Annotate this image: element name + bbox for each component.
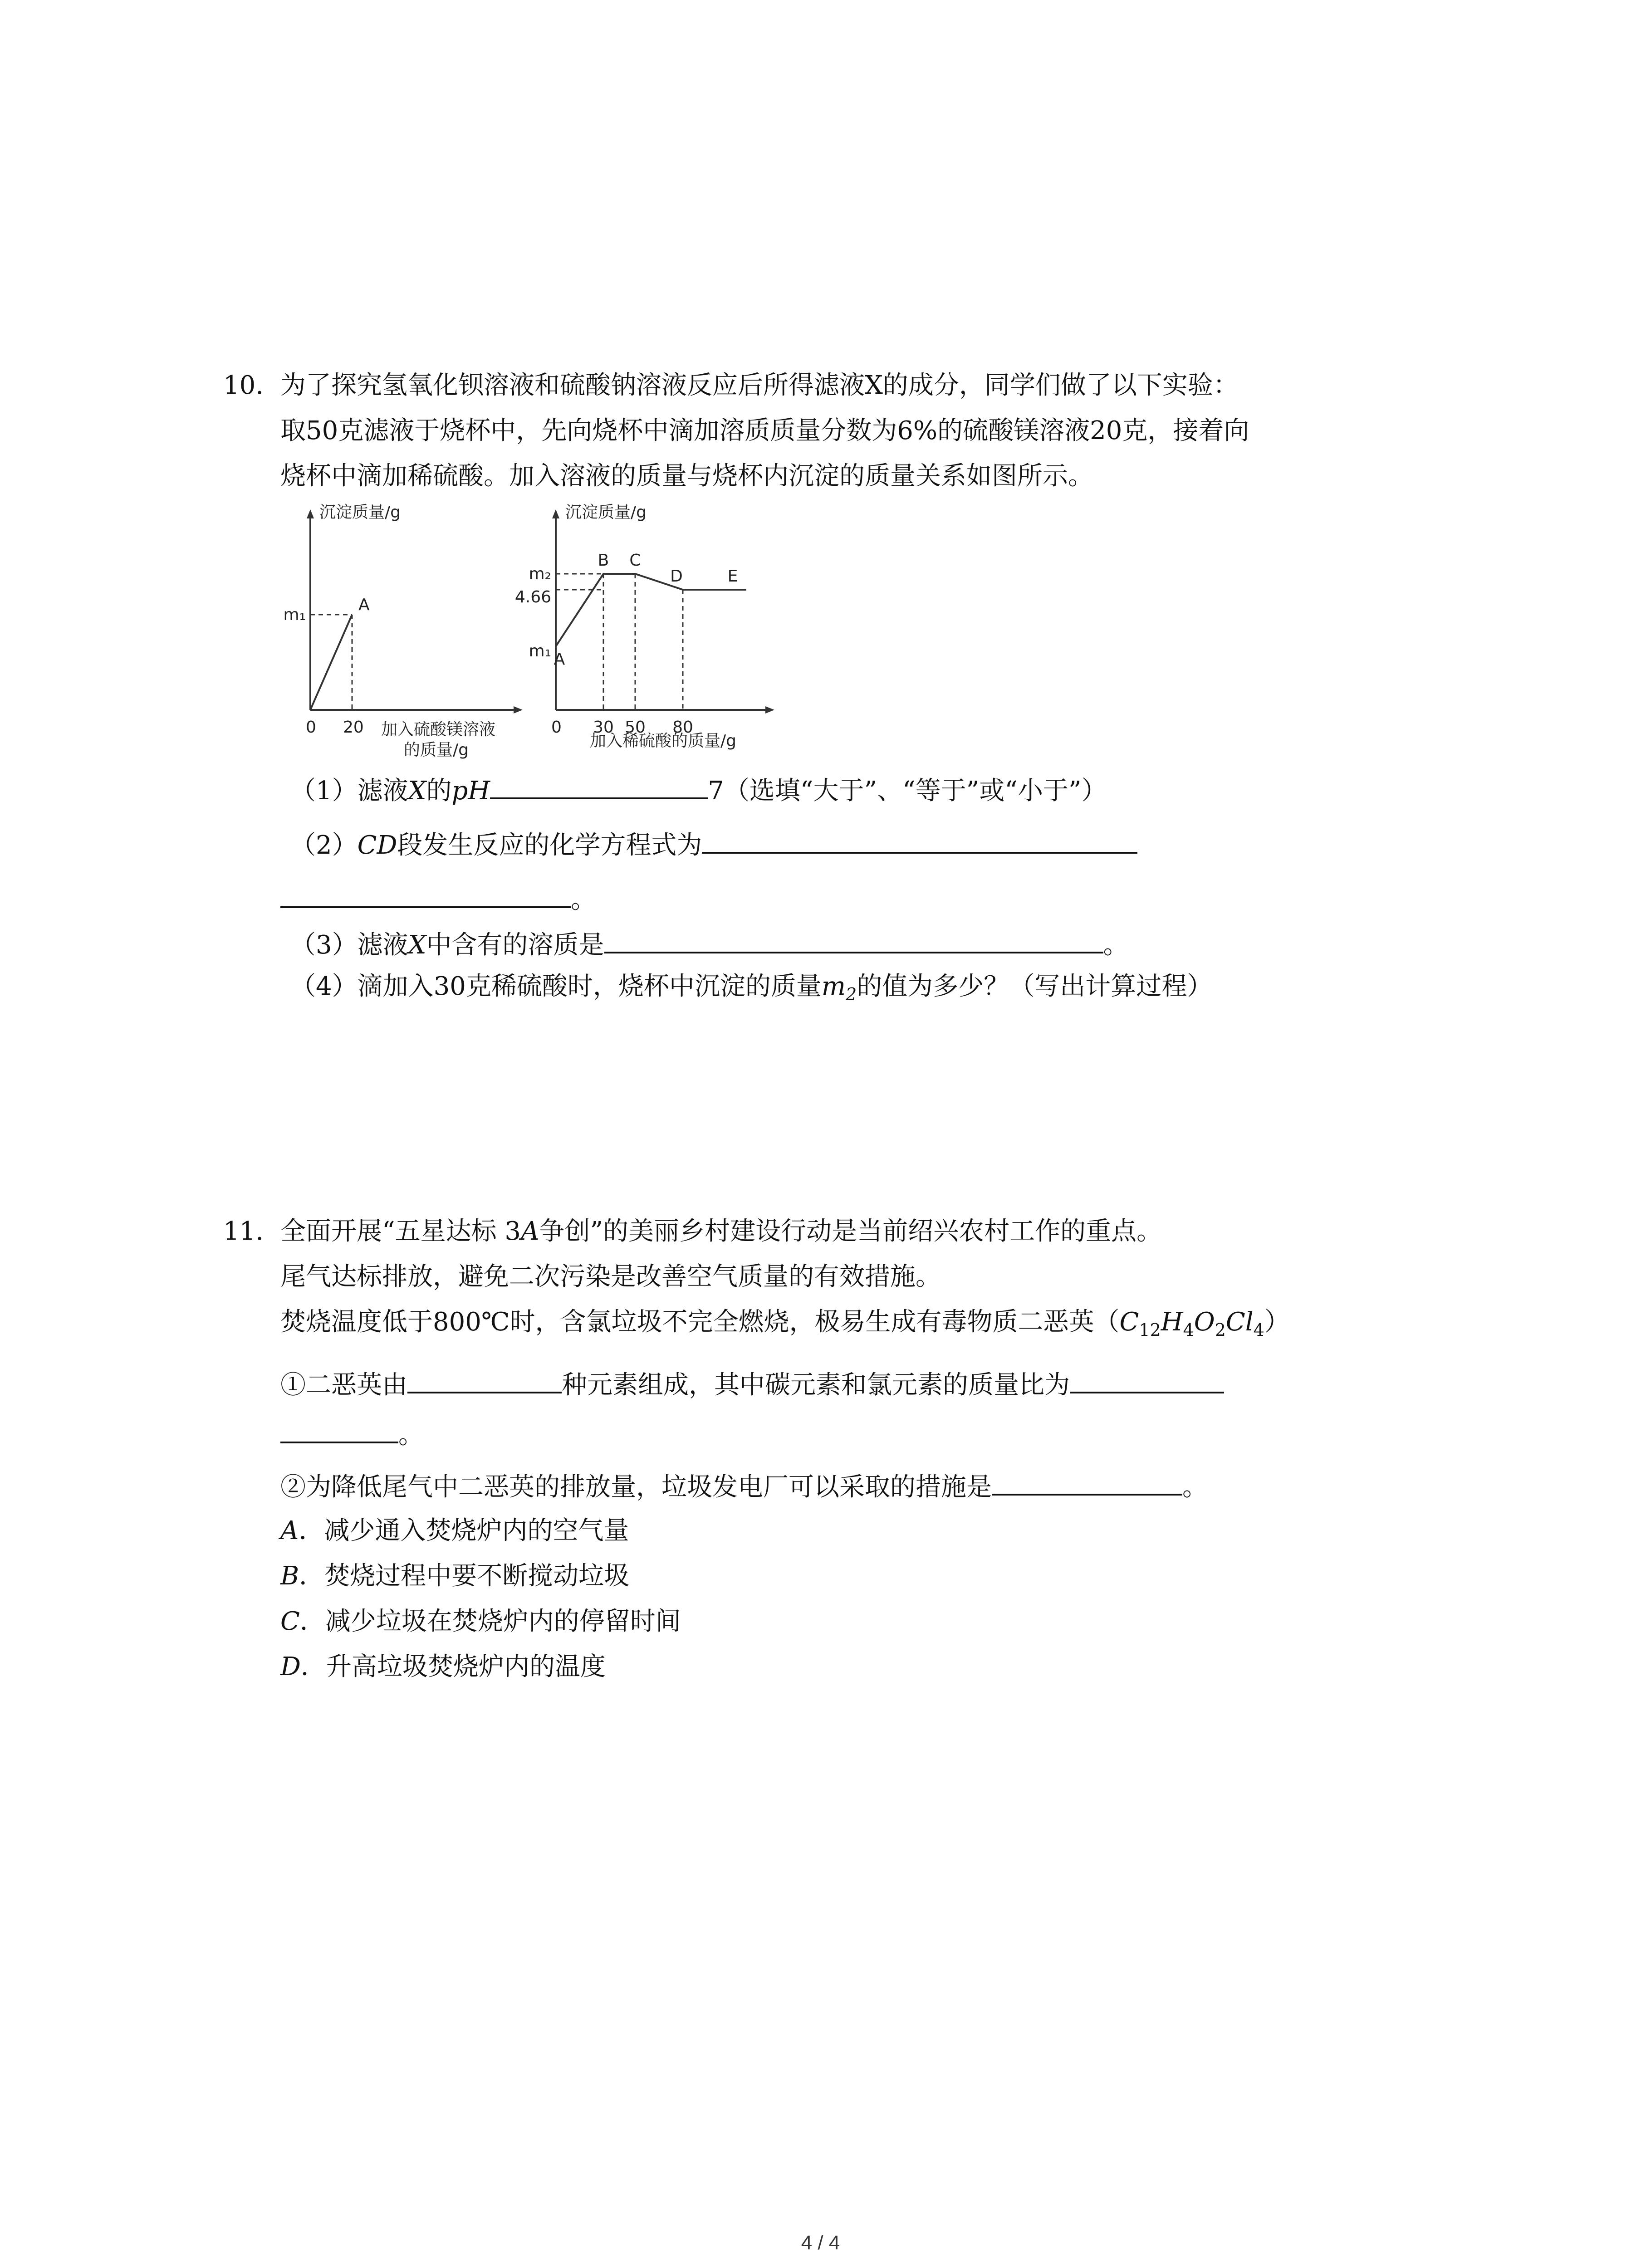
q11-sub-2 xyxy=(280,1467,1208,1503)
chart-1-xlabel-line-1: 加入硫酸镁溶液 xyxy=(381,720,496,739)
chart-1 xyxy=(284,503,523,759)
q11-answer-blank-2a[interactable] xyxy=(1070,1365,1224,1393)
q10-sub-3-end: 。 xyxy=(1103,930,1129,960)
chart-2-ytick-0: m₁ xyxy=(529,642,551,660)
q10-sub-1-mid: 的 xyxy=(426,776,452,806)
q11-answer-blank-3[interactable] xyxy=(992,1467,1182,1496)
chart-2-point-label-d: D xyxy=(670,567,683,586)
chart-1-point-label-a: A xyxy=(358,596,370,614)
q11-option-b-letter: B xyxy=(280,1561,299,1591)
q11-answer-blank-2b[interactable] xyxy=(280,1415,398,1443)
chart-2-y-tick-labels xyxy=(515,565,551,660)
q11-line-3-text: 焚烧温度低于800℃时，含氯垃圾不完全燃烧，极易生成有毒物质二恶英（ xyxy=(280,1307,1120,1337)
q11-option-d xyxy=(280,1651,606,1683)
chart-2-xlabel: 加入稀硫酸的质量/g xyxy=(590,732,736,750)
q10-sub-3 xyxy=(290,925,1129,961)
q11-sub-1-pre: ①二恶英由 xyxy=(280,1370,407,1400)
question-10-number: 10. xyxy=(223,371,264,400)
q10-sub-4-subscript: 2 xyxy=(846,984,857,1005)
q10-sub-4 xyxy=(290,971,1212,1010)
q11-line-1-pre: 全面开展“五星达标 3 xyxy=(280,1217,521,1246)
q11-sub-2-end: 。 xyxy=(1182,1472,1208,1502)
q11-option-d-letter: D xyxy=(280,1652,301,1681)
q10-sub-3-var: X xyxy=(408,930,426,960)
q10-intro-line-3: 烧杯中滴加稀硫酸。加入溶液的质量与烧杯内沉淀的质量关系如图所示。 xyxy=(280,461,1093,491)
q11-option-c xyxy=(280,1606,681,1637)
chart-1-x-arrow xyxy=(514,706,523,714)
q11-line-1-var: A xyxy=(521,1217,539,1246)
chart-2-ytick-2: m₂ xyxy=(529,565,551,583)
chart-2-xtick-50: 50 xyxy=(625,718,646,737)
formula-h-sub: 4 xyxy=(1183,1320,1194,1340)
q10-sub-1-var: X xyxy=(408,776,426,806)
chart-1-data-line xyxy=(310,615,352,710)
formula-cl: Cl xyxy=(1225,1307,1254,1337)
question-11-number: 11. xyxy=(223,1217,264,1246)
q10-sub-3-post: 中含有的溶质是 xyxy=(426,930,604,960)
q10-sub-1 xyxy=(290,771,1107,807)
q10-intro-line-2: 取50克滤液于烧杯中，先向烧杯中滴加溶质质量分数为6%的硫酸镁溶液20克，接着向 xyxy=(280,416,1249,445)
chart-2-x-arrow xyxy=(765,706,774,714)
q11-line-3 xyxy=(280,1306,1290,1346)
q10-sub-1-pre: （1）滤液 xyxy=(290,776,408,806)
q11-answer-blank-1[interactable] xyxy=(407,1365,562,1393)
q10-charts xyxy=(272,501,794,769)
q10-sub-2-post: 段发生反应的化学方程式为 xyxy=(397,831,702,860)
q11-line-1-post: 争创”的美丽乡村建设行动是当前绍兴农村工作的重点。 xyxy=(539,1217,1162,1246)
q10-sub-2-var: CD xyxy=(357,831,397,860)
chart-1-ytick-m1: m₁ xyxy=(283,606,306,624)
chart-1-xtick-20: 20 xyxy=(343,718,364,737)
chart-2-point-label-c: C xyxy=(629,551,641,570)
q10-answer-blank-3[interactable] xyxy=(604,925,1103,953)
chart-2-ylabel: 沉淀质量/g xyxy=(565,503,647,522)
q10-intro-line-1: 为了探究氢氧化钡溶液和硫酸钠溶液反应后所得滤液X的成分，同学们做了以下实验： xyxy=(280,371,1239,400)
chart-2-dashed-guides xyxy=(556,574,683,710)
q11-line-2: 尾气达标排放，避免二次污染是改善空气质量的有效措施。 xyxy=(280,1262,941,1291)
q11-option-b-text: ．焚烧过程中要不断搅动垃圾 xyxy=(299,1561,630,1591)
formula-close: ） xyxy=(1264,1307,1290,1337)
formula-o: O xyxy=(1194,1307,1215,1337)
q11-option-a-letter: A xyxy=(280,1516,299,1545)
q10-answer-blank-1[interactable] xyxy=(490,771,708,799)
formula-c: C xyxy=(1119,1307,1139,1337)
q10-sub-2-continued xyxy=(280,880,596,916)
formula-cl-sub: 4 xyxy=(1253,1320,1264,1340)
q11-option-a-text: ．减少通入焚烧炉内的空气量 xyxy=(299,1516,629,1545)
chart-1-y-arrow xyxy=(307,509,314,518)
formula-o-sub: 2 xyxy=(1215,1320,1226,1340)
chart-1-ylabel: 沉淀质量/g xyxy=(319,503,401,522)
chart-1-xlabel-line-2: 的质量/g xyxy=(404,741,469,759)
q10-sub-4-var: m xyxy=(821,972,846,1001)
q10-sub-3-pre: （3）滤液 xyxy=(290,930,408,960)
chart-1-xtick-0: 0 xyxy=(306,718,316,737)
q11-option-b xyxy=(280,1560,629,1592)
q11-option-a xyxy=(280,1515,629,1547)
q11-sub-1-continued xyxy=(280,1415,424,1451)
formula-h: H xyxy=(1161,1307,1183,1337)
q11-sub-1 xyxy=(280,1365,1224,1401)
chart-2-point-label-a: A xyxy=(554,650,565,669)
chart-2-xtick-30: 30 xyxy=(593,718,614,737)
q11-sub-1-mid: 种元素组成，其中碳元素和氯元素的质量比为 xyxy=(562,1370,1070,1400)
q10-answer-blank-2a[interactable] xyxy=(702,826,1137,854)
q10-sub-1-ph: pH xyxy=(451,776,490,806)
q10-sub-2-end: 。 xyxy=(571,885,596,914)
formula-c-sub: 12 xyxy=(1139,1320,1161,1340)
chart-2-y-arrow xyxy=(552,509,559,518)
q11-line-1 xyxy=(280,1216,1162,1247)
chart-2-ytick-1: 4.66 xyxy=(514,588,551,606)
chart-2-point-label-e: E xyxy=(727,567,738,586)
page-number: 4 / 4 xyxy=(801,2232,840,2254)
q11-option-c-text: ．减少垃圾在焚烧炉内的停留时间 xyxy=(299,1607,681,1636)
q10-answer-blank-2b[interactable] xyxy=(280,880,571,908)
q11-sub-2-pre: ②为降低尾气中二恶英的排放量，垃圾发电厂可以采取的措施是 xyxy=(280,1472,992,1502)
q11-option-d-text: ．升高垃圾焚烧炉内的温度 xyxy=(300,1652,606,1681)
chart-2-data-line xyxy=(556,574,746,646)
q10-sub-1-post: 7（选填“大于”、“等于”或“小于”） xyxy=(708,776,1107,806)
q10-sub-2 xyxy=(290,826,1137,861)
chart-2-point-label-b: B xyxy=(598,551,609,570)
chart-2 xyxy=(515,503,774,750)
q10-sub-2-pre: （2） xyxy=(290,831,358,860)
q10-sub-4-pre: （4）滴加入30克稀硫酸时，烧杯中沉淀的质量 xyxy=(290,972,822,1001)
chart-2-xtick-0: 0 xyxy=(551,718,562,737)
q10-sub-4-post: 的值为多少？（写出计算过程） xyxy=(857,972,1213,1001)
chart-2-xtick-80: 80 xyxy=(672,718,693,737)
q11-sub-1-end: 。 xyxy=(398,1420,424,1450)
chart-2-point-labels xyxy=(554,551,738,669)
q11-option-c-letter: C xyxy=(280,1607,300,1636)
